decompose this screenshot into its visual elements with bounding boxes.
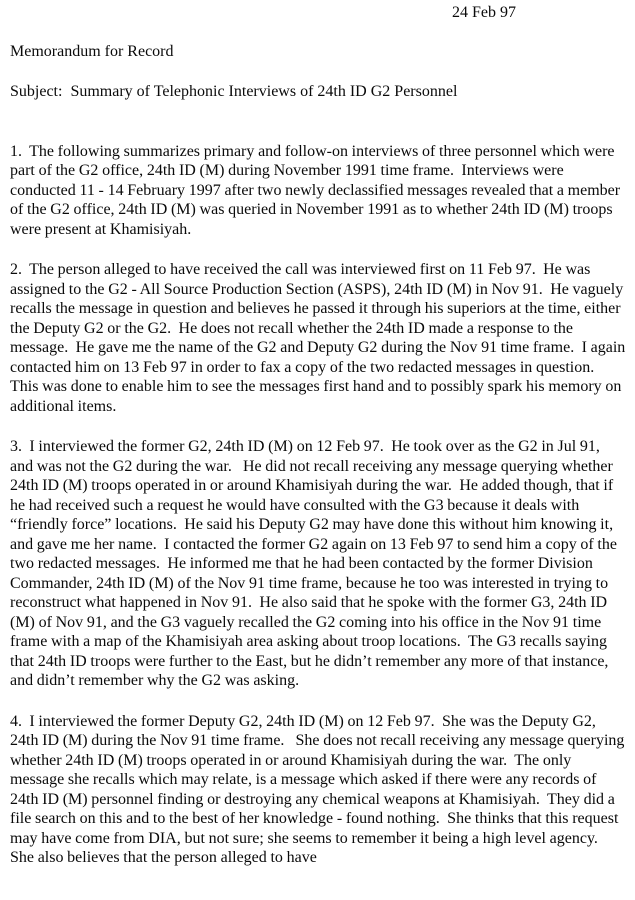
memo-title: Memorandum for Record: [10, 42, 174, 60]
memo-paragraph-2: 2. The person alleged to have received the call was interviewed first on 11 Feb 97. He was assigned to the G2 - All Source Production Section (ASPS), 24th ID (M) in Nov 91. He vaguely recalls the message in question and believes he passed it through his superiors at the time, either the Deputy G2 or the G2. He does not recall whether the 24th ID made a response to the message. He gave me the name of the G2 and Deputy G2 during the Nov 91 time frame. I again contacted him on 13 Feb 97 in order to fax a copy of the two redacted messages in question. This was done to enable him to see the messages first hand and to possibly spark his memory on additional items.: [10, 261, 629, 415]
memo-subject: Subject: Summary of Telephonic Interviews of 24th ID G2 Personnel: [10, 83, 458, 100]
memo-date: 24 Feb 97: [452, 4, 516, 21]
memo-paragraph-3: 3. I interviewed the former G2, 24th ID (M) on 12 Feb 97. He took over as the G2 in Jul 91, and was not the G2 during the war. He did not recall receiving any message querying whether 24th ID (M) troops operated in or around Khamisiyah during the war. He added though, that if he had received such a request he would have consulted with the G3 because it deals with “friendly force” locations. He said his Deputy G2 may have done this without him knowing it, and gave me her name. I contacted the former G2 again on 13 Feb 97 to send him a copy of the two redacted messages. He informed me that he had been contacted by the former Division Commander, 24th ID (M) of the Nov 91 time frame, because he too was interested in trying to reconstruct what happened in Nov 91. He also said that he spoke with the former G3, 24th ID (M) of Nov 91, and the G3 vaguely recalled the G2 coming into his office in the Nov 91 time frame with a map of the Khamisiyah area asking about troop locations. The G3 recalls saying that 24th ID troops were further to the East, but he didn’t remember any more of that instance, and didn’t remember why the G2 was asking.: [10, 438, 621, 689]
memo-paragraph-4: 4. I interviewed the former Deputy G2, 24th ID (M) on 12 Feb 97. She was the Deputy G2, 24th ID (M) during the Nov 91 time frame. She does not recall receiving any message querying whether 24th ID (M) troops operated in or around Khamisiyah during the war. The only message she recalls which may relate, is a message which asked if there were any records of 24th ID (M) personnel finding or destroying any chemical weapons at Khamisiyah. They did a file search on this and to the best of her knowledge - found nothing. She thinks that this request may have come from DIA, but not sure; she seems to remember it being a high level agency. She also believes that the person alleged to have: [10, 712, 629, 866]
memo-paragraph-1: 1. The following summarizes primary and follow-on interviews of three personnel which were part of the G2 office, 24th ID (M) during November 1991 time frame. Interviews were conducted 11 - 14 February 1997 after two newly declassified messages revealed that a member of the G2 office, 24th ID (M) was queried in November 1991 as to whether 24th ID (M) troops were present at Khamisiyah.: [10, 142, 624, 238]
memo-body: [10, 142, 629, 868]
